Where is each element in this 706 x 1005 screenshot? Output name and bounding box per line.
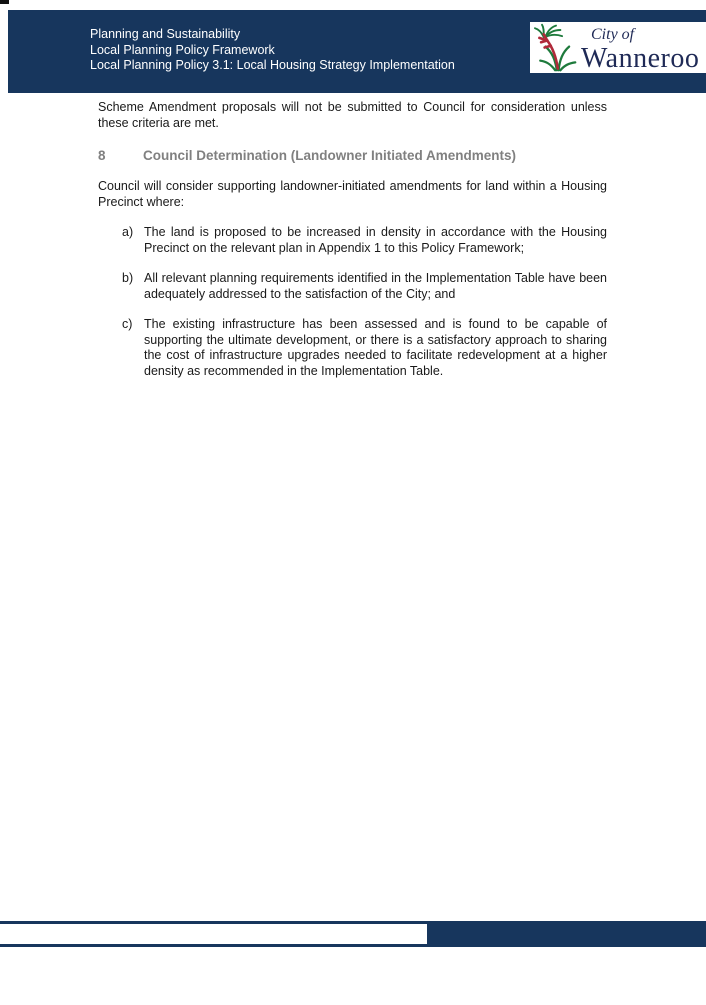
header-line-policy: Local Planning Policy 3.1: Local Housing Strategy Implementation (90, 58, 455, 72)
list-item-text: The land is proposed to be increased in density in accordance with the Housing Precinct on the relevant plan in Appendix 1 to this Policy Framework; (144, 225, 607, 255)
list-item-text: The existing infrastructure has been assessed and is found to be capable of supporting the ultimate development, or there is a satisfactory approach to sharing the cost of infrastructure upgrades needed to facilitate redevelopment at a higher density as recommended in the Implementation Table. (144, 317, 607, 378)
document-content (98, 100, 607, 394)
logo-text-block (581, 22, 699, 73)
footer-band (0, 921, 706, 947)
logo-wanneroo-text: Wanneroo (581, 43, 700, 73)
criteria-list (98, 225, 607, 379)
section-heading (98, 147, 607, 164)
header-band (8, 10, 706, 93)
kangaroo-paw-icon (533, 23, 579, 72)
footer-white-box (0, 921, 430, 947)
header-line-framework: Local Planning Policy Framework (90, 42, 275, 57)
intro-paragraph: Scheme Amendment proposals will not be submitted to Council for consideration unless these criteria are met. (98, 100, 607, 130)
lead-paragraph: Council will consider supporting landowner-initiated amendments for land within a Housing Precinct where: (98, 179, 607, 209)
list-item (98, 317, 607, 379)
section-number: 8 (98, 148, 106, 163)
header-line-department: Planning and Sustainability (90, 27, 241, 41)
list-item-text: All relevant planning requirements identified in the Implementation Table have been adequately addressed to the satisfaction of the City; and (144, 271, 607, 301)
list-item-label: c) (122, 317, 133, 331)
logo-city-of-text: City of (591, 26, 635, 43)
footer-navy-block (430, 921, 706, 947)
city-of-wanneroo-logo (530, 22, 706, 73)
list-item-label: b) (122, 271, 134, 285)
list-item (98, 225, 607, 256)
scan-artifact (0, 0, 9, 4)
section-title: Council Determination (Landowner Initiated Amendments) (143, 148, 517, 163)
header-title-block (90, 27, 455, 74)
list-item-label: a) (122, 225, 134, 239)
list-item (98, 271, 607, 302)
